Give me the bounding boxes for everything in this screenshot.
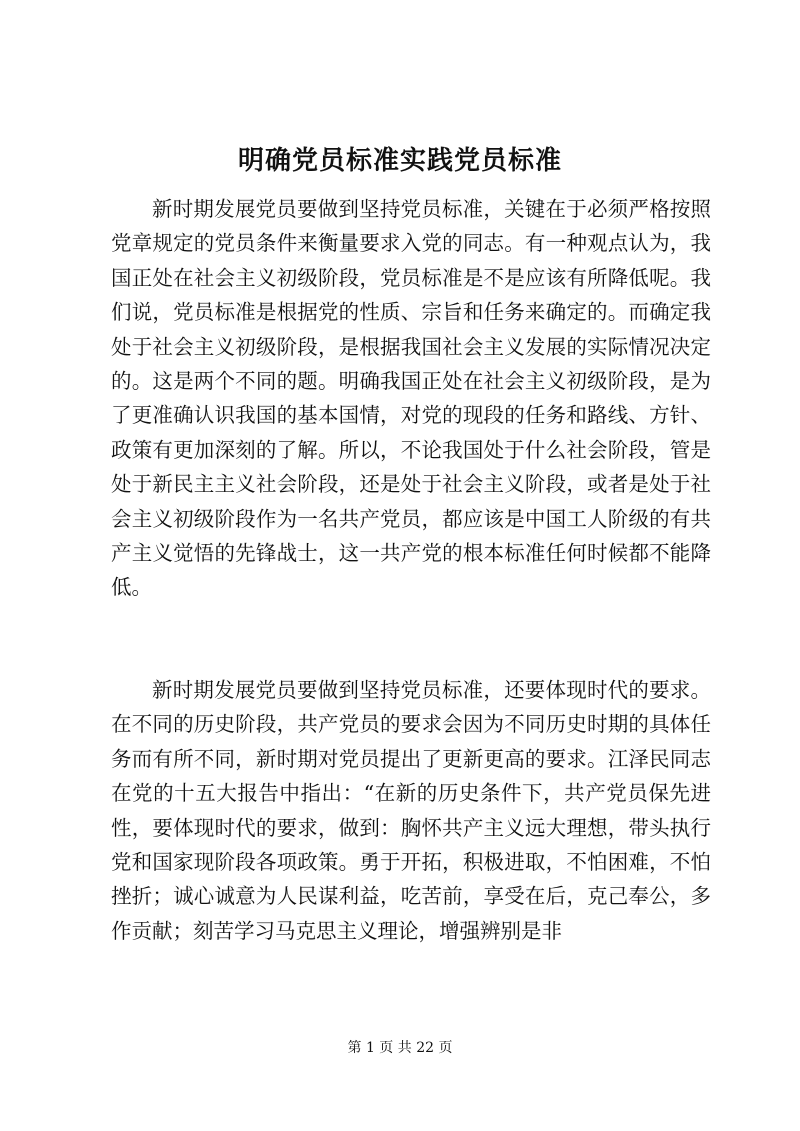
paragraph-2: 新时期发展党员要做到坚持党员标准，还要体现时代的要求。在不同的历史阶段，共产党员的要求会因为不同历史时期的具体任务而有所不同，新时期对党员提出了更新更高的要求。江泽民同志在党的十五大报告中指出：“在新的历史条件下，共产党员保先进性，要体现时代的要求，做到：胸怀共产主义远大理想，带头执行党和国家现阶段各项政策。勇于开拓，积极进取，不怕困难，不怕挫折；诚心诚意为人民谋利益，吃苦前，享受在后，克己奉公，多作贡献；刻苦学习马克思主义理论，增强辨别是非 — [111, 678, 711, 943]
page-footer: 第 1 页 共 22 页 — [347, 1040, 453, 1056]
paragraph-1: 新时期发展党员要做到坚持党员标准，关键在于必须严格按照党章规定的党员条件来衡量要求入党的同志。有一种观点认为，我国正处在社会主义初级阶段，党员标准是不是应该有所降低呢。我们说，党员标准是根据党的性质、宗旨和任务来确定的。而确定我处于社会主义初级阶段，是根据我国社会主义发展的实际情况决定的。这是两个不同的题。明确我国正处在社会主义初级阶段，是为了更准确认识我国的基本国情，对党的现段的任务和路线、方针、政策有更加深刻的了解。所以，不论我国处于什么社会阶段，管是处于新民主主义社会阶段，还是处于社会主义阶段，或者是处于社会主义初级阶段作为一名共产党员，都应该是中国工人阶级的有共产主义觉悟的先锋战士，这一共产党的根本标准任何时候都不能降低。 — [111, 197, 711, 600]
document-title: 明确党员标准实践党员标准 — [237, 146, 562, 176]
